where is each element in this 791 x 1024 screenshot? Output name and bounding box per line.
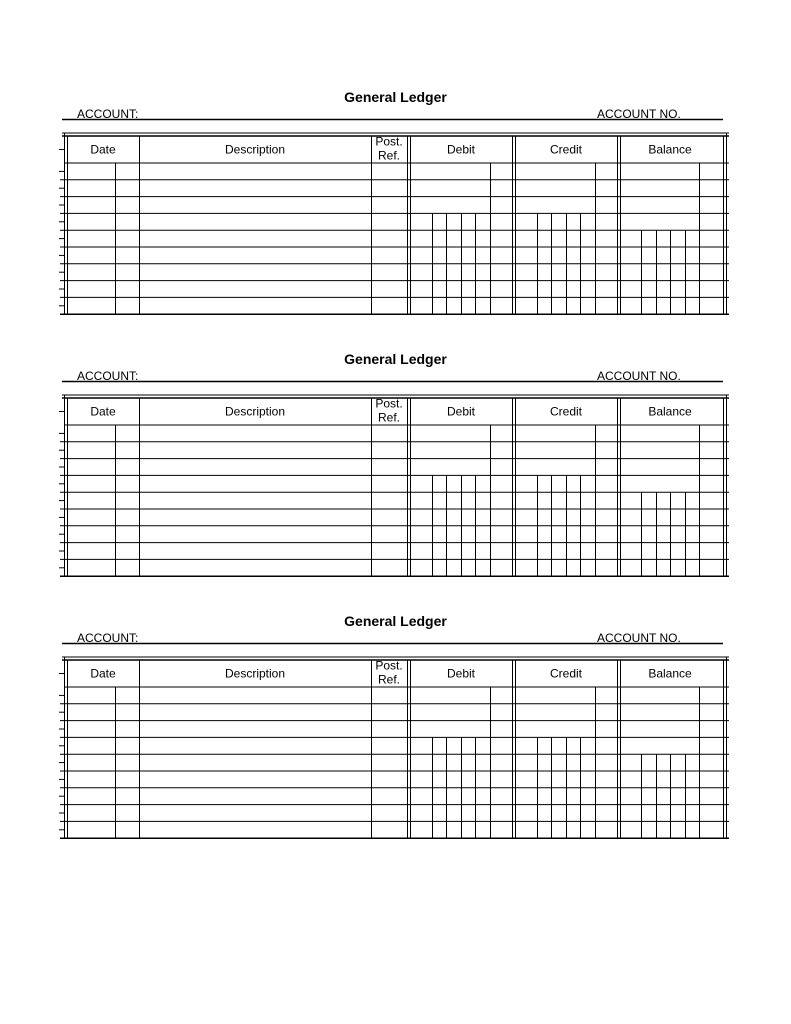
column-header-ref: Ref. (377, 410, 401, 425)
account-label: ACCOUNT: (77, 369, 139, 383)
column-header-balance: Balance (648, 142, 692, 157)
column-header-post: Post. (375, 134, 403, 149)
column-header-balance: Balance (648, 666, 692, 681)
column-header-debit: Debit (446, 666, 476, 681)
column-header-credit: Credit (549, 142, 583, 157)
ledger-title: General Ledger (344, 351, 447, 367)
column-header-description: Description (224, 142, 286, 157)
account-no-label: ACCOUNT NO. (597, 107, 681, 121)
ledger-title: General Ledger (344, 613, 447, 629)
column-header-ref: Ref. (377, 672, 401, 687)
column-header-debit: Debit (446, 142, 476, 157)
column-header-date: Date (90, 142, 116, 157)
column-header-credit: Credit (549, 404, 583, 419)
column-header-post: Post. (375, 658, 403, 673)
column-header-description: Description (224, 404, 286, 419)
column-header-description: Description (224, 666, 286, 681)
account-label: ACCOUNT: (77, 107, 139, 121)
account-no-label: ACCOUNT NO. (597, 631, 681, 645)
ledger-form-1 (0, 83, 791, 323)
column-header-post: Post. (375, 396, 403, 411)
column-header-credit: Credit (549, 666, 583, 681)
ledger-form-2 (0, 345, 791, 585)
account-no-label: ACCOUNT NO. (597, 369, 681, 383)
column-header-debit: Debit (446, 404, 476, 419)
account-label: ACCOUNT: (77, 631, 139, 645)
ledger-title: General Ledger (344, 89, 447, 105)
column-header-ref: Ref. (377, 148, 401, 163)
column-header-balance: Balance (648, 404, 692, 419)
column-header-date: Date (90, 404, 116, 419)
column-header-date: Date (90, 666, 116, 681)
ledger-form-3 (0, 607, 791, 847)
